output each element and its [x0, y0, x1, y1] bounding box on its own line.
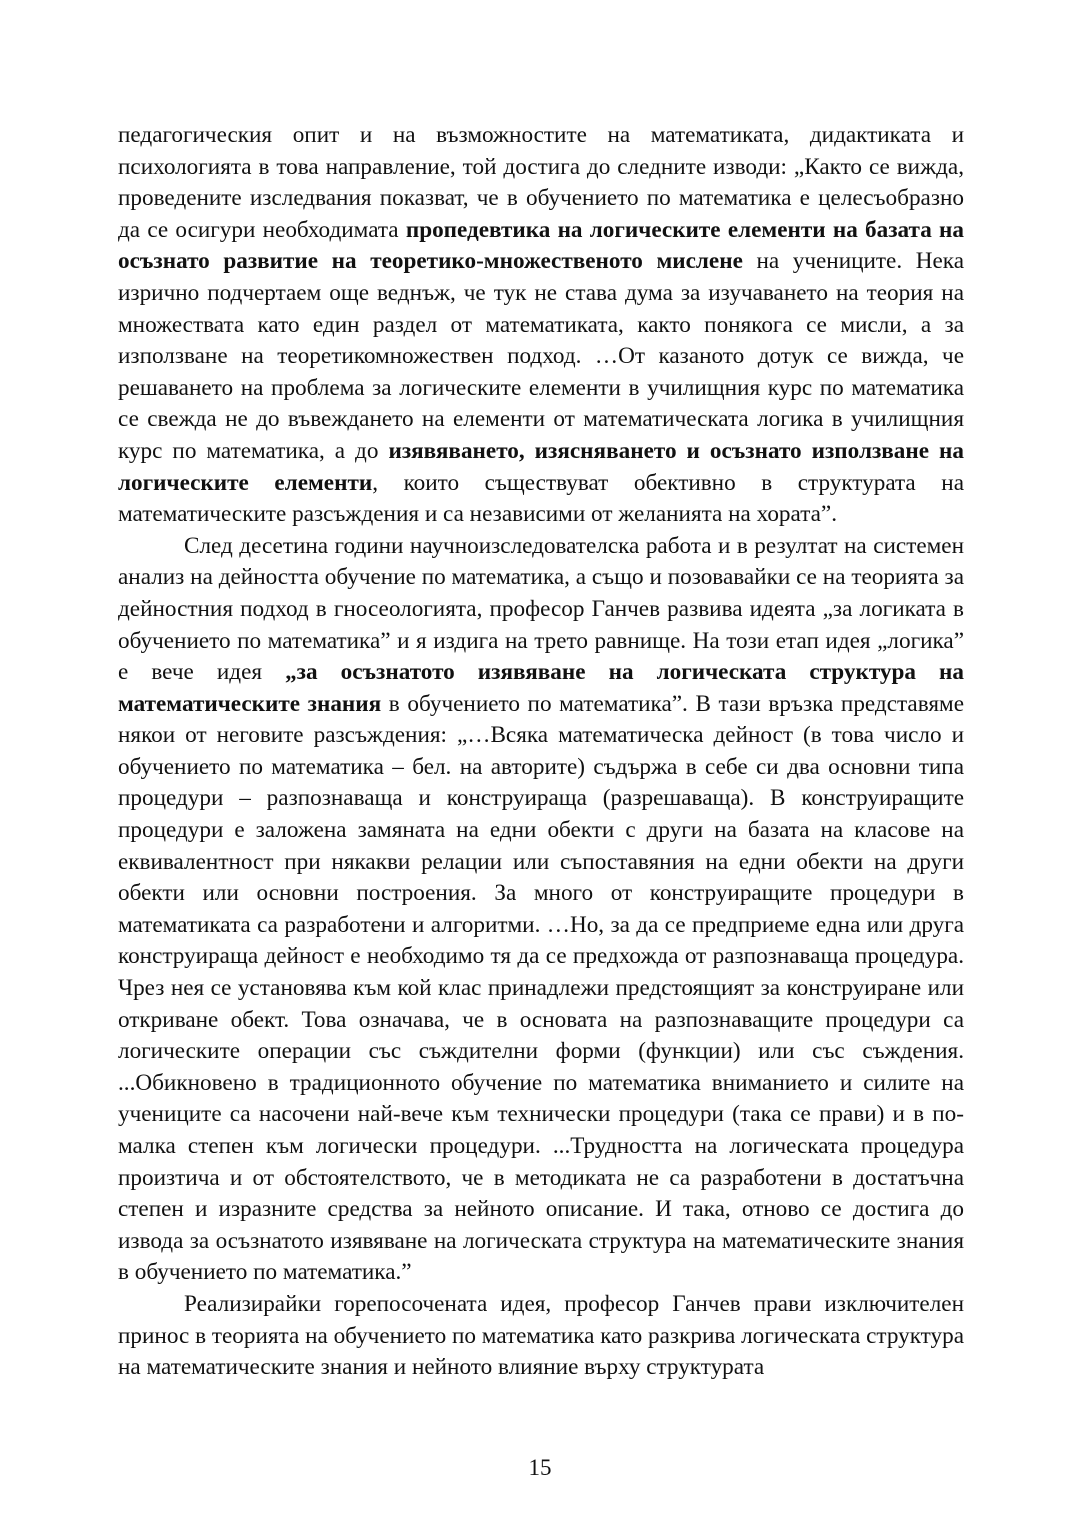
page-body [118, 120, 964, 1384]
bold-text-segment: пропедевтика на логическите елементи на базата на осъзнато развитие на теоретико-множественото мислене [118, 216, 964, 275]
paragraph-2 [118, 531, 964, 1289]
text-segment: , които съществуват обективно в структурата на математическите разсъждения и са независими от желанията на хората”. [118, 469, 964, 528]
text-segment: на учениците. Нека изрично подчертаем още веднъж, че тук не става дума за изучаването на теория на множествата като един раздел от математиката, както понякога се мисли, а за използване на теоретикомножествен подход. …От казаното дотук се вижда, че решаването на проблема за логическите елементи в училищния курс по математика се свежда не до въвеждането на елементи от математическата логика в училищния курс по математика, а до [118, 248, 964, 464]
bold-text-segment: „за осъзнатото изявяване на логическата структура на математическите знания [118, 659, 965, 717]
text-segment: в обучението по математика”. В тази връзка представяме някои от неговите разсъждения: „…Всяка математическа дейност (в това число и обучението по математика – бел. на авторите) съдържа в себе си два основни типа процедури – разпознаваща и конструираща (разрешаваща). В конструиращите процедури е заложена замяната на едни обекти с други на базата на класове на еквивалентност при някакви релации или съпоставяния на едни обекти на други обекти или основни построения. За много от конструиращите процедури в математиката са разработени и алгоритми. …Но, за да се предприеме една или друга конструираща дейност е необходимо тя да се предхожда от разпознаваща процедура. Чрез нея се установява към кой клас принадлежи предстоящият за конструиране или откриване обект. Това означава, че в основата на разпознаващите процедури са логическите операции със съждителни форми (функции) или със съждения. ...Обикновено в традиционното обучение по математика вниманието и силите на учениците са насочени най-вече към технически процедури (така се прави) и в по-малка степен към логически процедури. ...Трудността на логическата процедура произтича и от обстоятелството, че в методиката не са разработени в достатъчна степен и изразните средства за нейното описание. И така, отново се достига до извода за осъзнатото изявяване на логическата структура на математическите знания в обучението по математика.” [118, 690, 964, 1286]
text-segment: Реализирайки горепосочената идея, професор Ганчев прави изключителен принос в теорията на обучението по математика като разкрива логическата структура на математическите знания и нейното влияние върху структурата [118, 1290, 964, 1381]
text-segment: След десетина години научноизследователска работа и в резултат на системен анализ на дейността обучение по математика, а също и позовавайки се на теорията за дейностния подход в гносеологията, професор Ганчев развива идеята „за логиката в обучението по математика” и я издига на трето равнище. На този етап идея „логика” е вече идея [118, 532, 964, 686]
page-number: 15 [528, 1455, 552, 1480]
bold-text-segment: изявяването, изясняването и осъзнато използване на логическите елементи [118, 437, 964, 496]
paragraph-1 [118, 120, 964, 531]
paragraph-3 [118, 1289, 964, 1384]
text-segment: педагогическия опит и на възможностите на математиката, дидактиката и психологията в това направление, той достига до следните изводи: „Както се вижда, проведените изследвания показват, че в обучението по математика е целесъобразно да се осигури необходимата [118, 122, 964, 243]
